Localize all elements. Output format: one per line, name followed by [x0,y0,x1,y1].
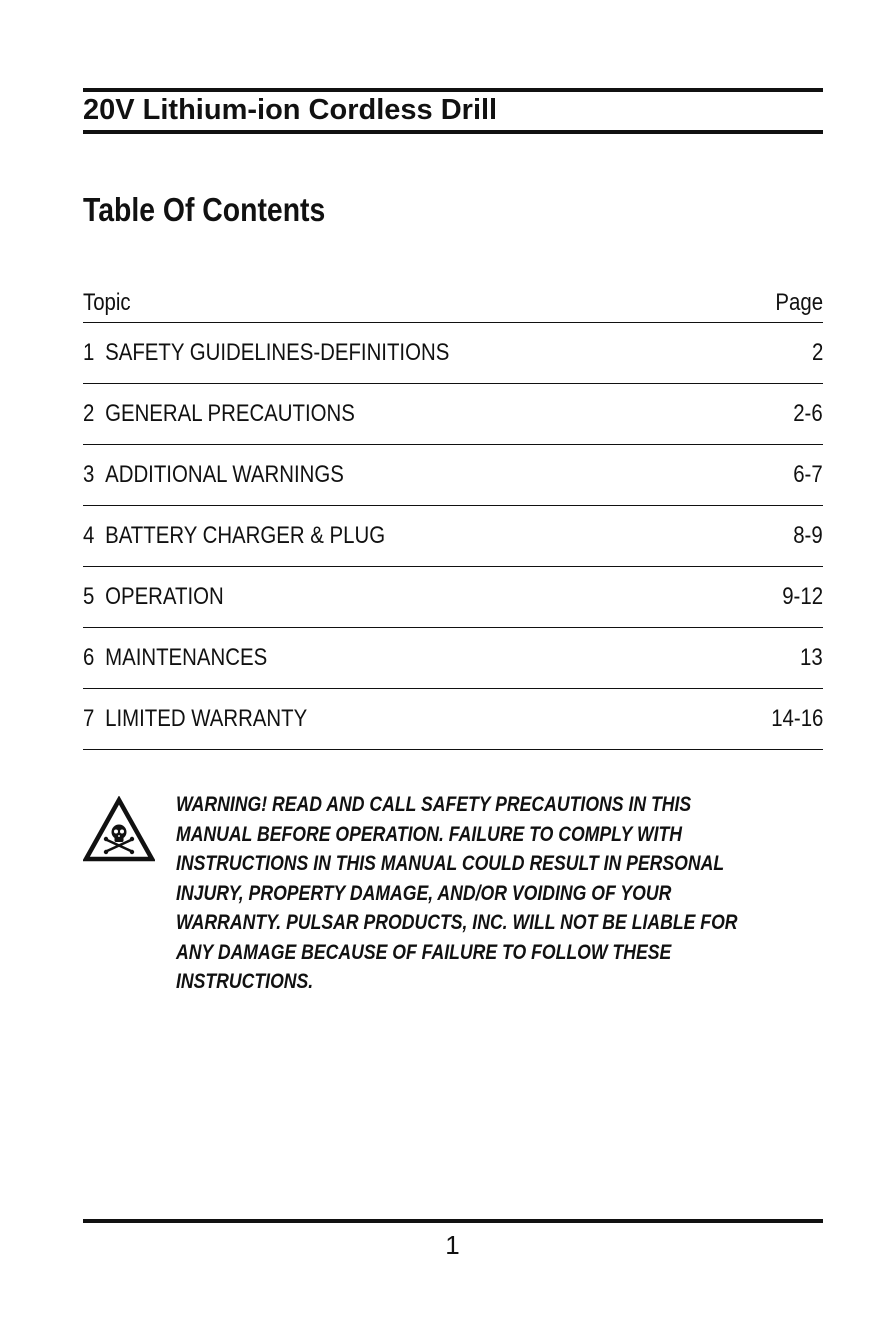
title-top-rule [83,88,823,92]
toc-page: 6-7 [793,461,823,488]
toc-topic-label: ADDITIONAL WARNINGS [105,461,344,488]
toc-topic-label: MAINTENANCES [105,644,268,671]
warning-line: MANUAL BEFORE OPERATION. FAILURE TO COMPLY WITH [176,822,683,846]
toc-topic-label: OPERATION [105,583,224,610]
toc-heading: Table Of Contents [83,191,326,228]
toc-topic [83,400,355,428]
toc-header-row [83,284,823,323]
toc-number: 5 [83,583,95,610]
toc-topic-label: LIMITED WARRANTY [105,705,308,732]
toc-topic-label: GENERAL PRECAUTIONS [105,400,355,427]
toc-row [83,384,823,445]
toc-number: 1 [83,339,95,366]
toc-topic [83,705,307,733]
toc-row [83,323,823,384]
toc-number: 3 [83,461,95,488]
toc-header-topic: Topic [83,289,131,316]
page-number: 1 [445,1230,460,1260]
warning-line: WARRANTY. PULSAR PRODUCTS, INC. WILL NOT BE LIABLE FOR [176,911,738,934]
toc-topic [83,644,267,672]
toc-page: 8-9 [793,522,823,549]
toc-header-page: Page [775,289,823,316]
toc-topic [83,583,224,611]
toc-page: 2-6 [793,400,823,427]
toc-topic-label: SAFETY GUIDELINES-DEFINITIONS [105,339,450,366]
warning-text [176,790,831,997]
warning-line: WARNING! READ AND CALL SAFETY PRECAUTIONS IN THIS [176,793,692,816]
warning-line: INSTRUCTIONS IN THIS MANUAL COULD RESULT IN PERSONAL [176,852,725,875]
toc-row [83,689,823,750]
warning-line: INSTRUCTIONS. [176,970,314,993]
warning-line: INJURY, PROPERTY DAMAGE, AND/OR VOIDING OF YOUR [176,881,672,905]
toc-row [83,628,823,689]
toc-number: 2 [83,400,95,427]
document-title: 20V Lithium-ion Cordless Drill [83,94,498,126]
toc-page: 14-16 [770,705,823,732]
toc-topic-label: BATTERY CHARGER & PLUG [105,522,386,549]
skull-crossbones-warning-icon [83,796,155,862]
toc-row [83,445,823,506]
toc-topic [83,461,344,489]
toc-number: 4 [83,522,95,549]
footer-rule [83,1219,823,1223]
toc-rows [83,323,823,750]
toc-number: 6 [83,644,95,671]
table-of-contents [83,284,823,750]
toc-number: 7 [83,705,95,732]
toc-page: 13 [800,644,823,671]
toc-page: 9-12 [782,583,823,610]
toc-topic [83,522,385,550]
title-bottom-rule [83,130,823,134]
toc-row [83,567,823,628]
toc-page: 2 [811,339,823,366]
toc-topic [83,339,449,367]
warning-line: ANY DAMAGE BECAUSE OF FAILURE TO FOLLOW THESE [176,940,672,964]
toc-row [83,506,823,567]
